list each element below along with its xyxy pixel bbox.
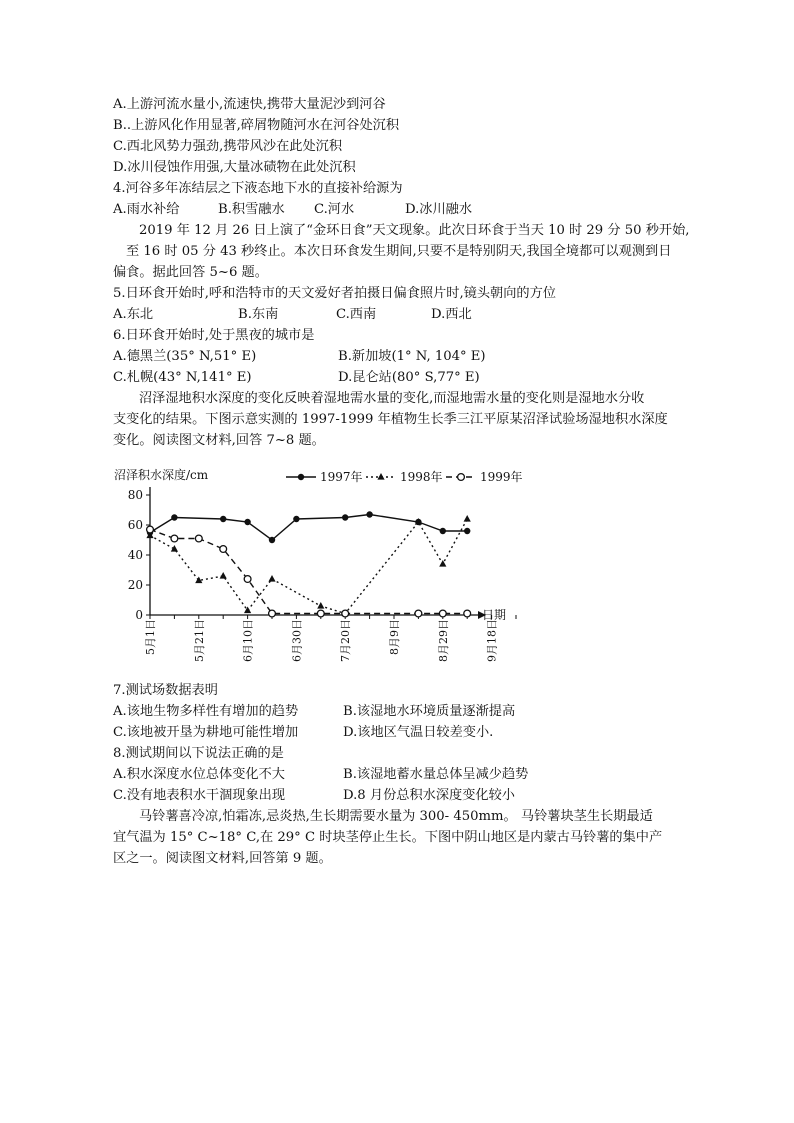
eclipse-intro-line-3: 偏食。据此回答 5~6 题。 — [113, 265, 268, 280]
q8-option-b: B.该湿地蓄水量总体呈减少趋势 — [343, 767, 529, 782]
x-tick-label: 8月29日 — [436, 619, 450, 662]
data-point — [439, 560, 446, 567]
y-tick-label: 60 — [127, 518, 143, 532]
q3-option-a: A.上游河流水量小,流速快,携带大量泥沙到河谷 — [113, 97, 386, 112]
data-point — [147, 526, 154, 533]
q5-stem: 5.日环食开始时,呼和浩特市的天文爱好者拍摄日偏食照片时,镜头朝向的方位 — [113, 286, 556, 301]
data-point — [342, 514, 348, 520]
y-tick-label: 20 — [127, 578, 143, 592]
chart-y-axis-label: 沼泽积水深度/cm — [114, 468, 209, 482]
y-tick-label: 0 — [135, 608, 143, 622]
data-point — [415, 610, 422, 617]
data-point — [464, 528, 470, 534]
water-depth-line-chart — [110, 463, 530, 678]
x-tick-label: 6月30日 — [290, 619, 304, 662]
wetland-intro-line-3: 变化。阅读图文材料,回答 7~8 题。 — [113, 433, 325, 448]
data-point — [342, 610, 349, 617]
q6-stem: 6.日环食开始时,处于黑夜的城市是 — [113, 328, 315, 343]
data-point — [195, 535, 202, 542]
data-point — [171, 514, 177, 520]
data-point — [464, 515, 471, 522]
q4-option-a: A.雨水补给 — [113, 202, 180, 217]
series-line — [150, 519, 467, 614]
q4-option-c: C.河水 — [314, 202, 355, 217]
data-point — [377, 473, 384, 480]
q5-option-c: C.西南 — [336, 307, 377, 322]
q7-option-b: B.该湿地水环境质量逐渐提高 — [343, 704, 516, 719]
data-point — [268, 575, 275, 582]
data-point — [293, 516, 299, 522]
q3-option-d: D.冰川侵蚀作用强,大量冰碛物在此处沉积 — [113, 160, 356, 175]
x-tick-label: 6月10日 — [241, 619, 255, 662]
q5-option-b: B.东南 — [238, 307, 279, 322]
q5-option-a: A.东北 — [113, 307, 154, 322]
data-point — [269, 537, 275, 543]
data-point — [269, 610, 276, 617]
q8-option-d: D.8 月份总积水深度变化较小 — [343, 788, 515, 803]
potato-intro-line-2: 宜气温为 15° C~18° C,在 29° C 时块茎停止生长。下图中阴山地区是内蒙古马铃薯的集中产 — [113, 830, 663, 845]
potato-intro-line-1: 马铃薯喜冷凉,怕霜冻,忌炎热,生长期需要水量为 300- 450mm。 马铃薯块茎生长期最适 — [139, 809, 653, 824]
q8-option-a: A.积水深度水位总体变化不大 — [113, 767, 285, 782]
y-tick-label: 80 — [127, 488, 143, 502]
data-point — [298, 474, 304, 480]
data-point — [220, 572, 227, 579]
data-point — [171, 535, 178, 542]
eclipse-intro-line-1: 2019 年 12 月 26 日上演了“金环日食”天文现象。此次日环食于当天 10 时 29 分 50 秒开始, — [139, 223, 690, 238]
y-tick-label: 40 — [127, 548, 143, 562]
series-1999年 — [147, 526, 471, 617]
data-point — [440, 528, 446, 534]
legend-label: 1997年 — [320, 470, 363, 484]
chart-x-axis-label: 日期 — [482, 608, 507, 622]
q4-option-b: B.积雪融水 — [218, 202, 285, 217]
series-1998年 — [146, 515, 470, 616]
data-point — [366, 511, 372, 517]
q6-option-c: C.札幌(43° N,141° E) — [113, 370, 252, 385]
chart-legend — [286, 469, 523, 484]
data-point — [220, 516, 226, 522]
data-point — [244, 576, 251, 583]
data-point — [439, 610, 446, 617]
legend-label: 1998年 — [400, 470, 443, 484]
q4-option-d: D.冰川融水 — [405, 202, 473, 217]
q6-option-b: B.新加坡(1° N, 104° E) — [338, 349, 486, 364]
q7-stem: 7.测试场数据表明 — [113, 683, 218, 698]
data-point — [317, 602, 324, 609]
chart-axes — [128, 487, 516, 662]
q8-option-c: C.没有地表积水干涸现象出现 — [113, 788, 286, 803]
wetland-intro-line-1: 沼泽湿地积水深度的变化反映着湿地需水量的变化,而湿地需水量的变化则是湿地水分收 — [139, 391, 645, 406]
q7-option-c: C.该地被开垦为耕地可能性增加 — [113, 725, 299, 740]
q3-option-c: C.西北风势力强劲,携带风沙在此处沉积 — [113, 139, 343, 154]
x-tick-label: 5月21日 — [192, 619, 206, 662]
data-point — [464, 610, 471, 617]
x-tick-label: 9月18日 — [485, 619, 499, 662]
chart-series — [146, 511, 470, 617]
x-tick-label: 7月20日 — [339, 619, 353, 662]
q5-option-d: D.西北 — [431, 307, 472, 322]
q3-option-b: B..上游风化作用显著,碎屑物随河水在河谷处沉积 — [113, 118, 400, 133]
q8-stem: 8.测试期间以下说法正确的是 — [113, 746, 284, 761]
data-point — [220, 546, 227, 553]
q6-option-d: D.昆仑站(80° S,77° E) — [338, 370, 480, 385]
legend-label: 1999年 — [480, 470, 523, 484]
x-tick-label: 8月9日 — [388, 619, 401, 655]
x-tick-label: 5月1日 — [144, 619, 157, 655]
data-point — [317, 610, 324, 617]
potato-intro-line-3: 区之一。阅读图文材料,回答第 9 题。 — [113, 851, 332, 866]
eclipse-intro-line-2: 至 16 时 05 分 43 秒终止。本次日环食发生期间,只要不是特别阴天,我国全境都可以观测到日 — [126, 244, 672, 259]
q7-option-d: D.该地区气温日较差变小. — [343, 725, 494, 740]
q4-stem: 4.河谷多年冻结层之下液态地下水的直接补给源为 — [113, 181, 403, 196]
data-point — [244, 519, 250, 525]
q6-option-a: A.德黑兰(35° N,51° E) — [113, 349, 257, 364]
wetland-intro-line-2: 支变化的结果。下图示意实测的 1997-1999 年植物生长季三江平原某沼泽试验场湿地积水深度 — [113, 412, 668, 427]
data-point — [458, 474, 465, 481]
q7-option-a: A.该地生物多样性有增加的趋势 — [113, 704, 299, 719]
